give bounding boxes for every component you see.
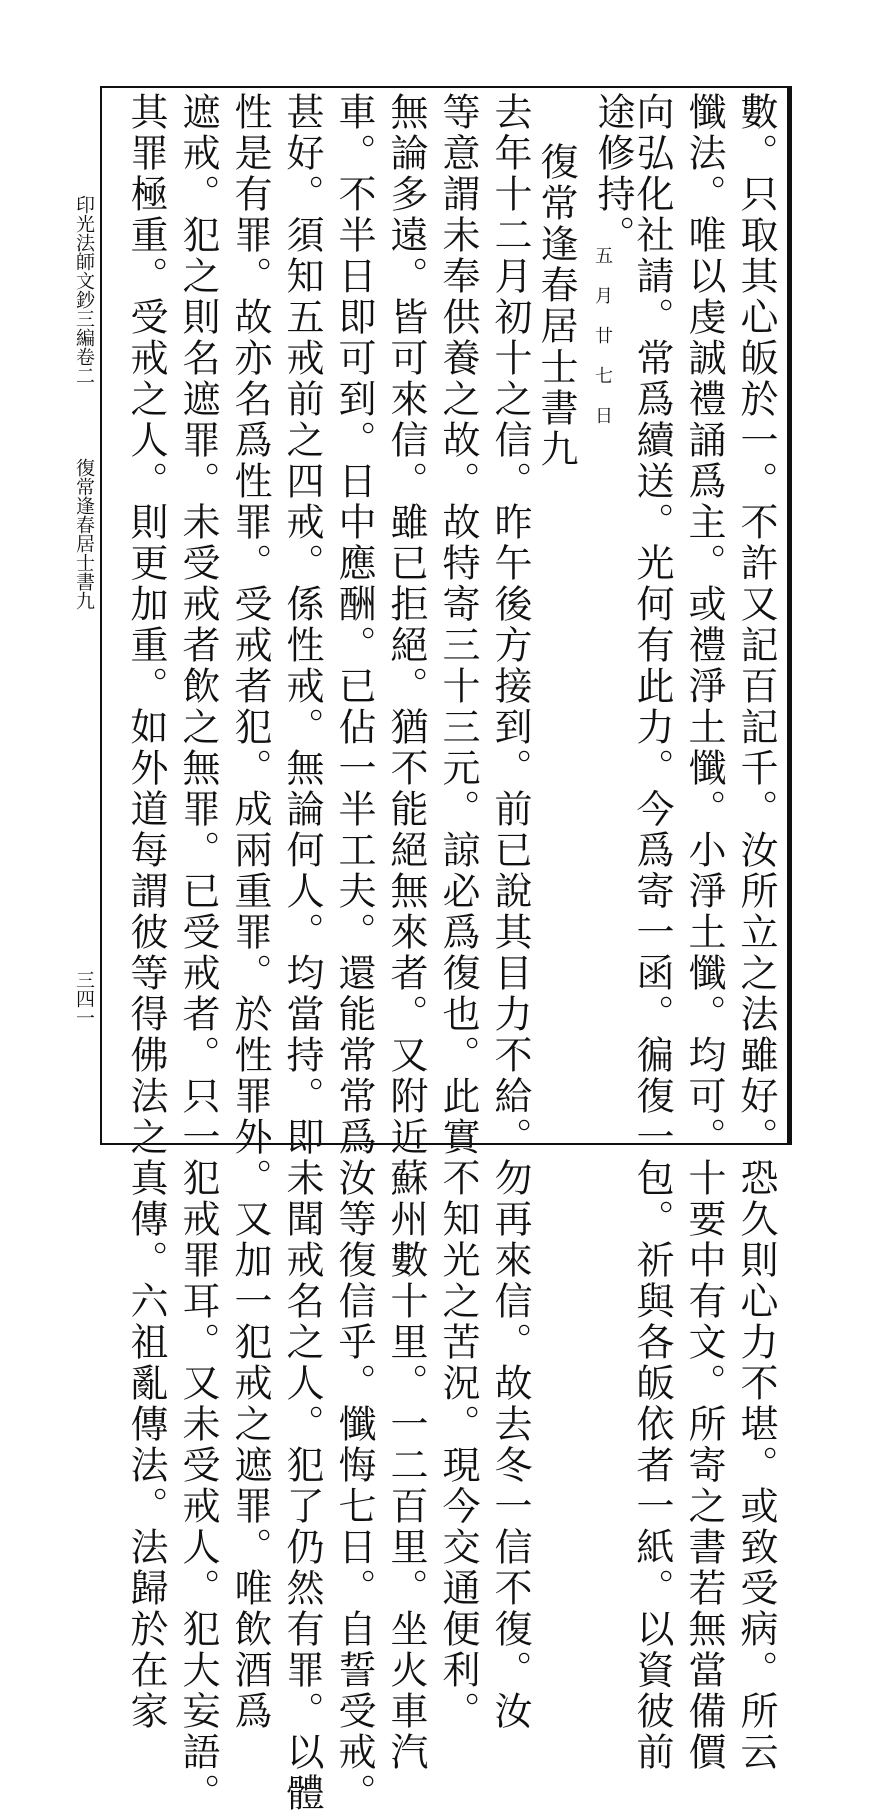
text-column-1: 數。只取其心皈於一。不許又記百記千。汝所立之法雖好。恐久則心力不堪。或致受病。所云 — [734, 92, 778, 1773]
letter-date: 五月廿七日 — [592, 246, 613, 446]
text-column-4: 途修持。 — [591, 92, 635, 256]
text-column-9: 無論多遠。皆可來信。雖已拒絕。猶不能絕無來者。又附近蘇州數十里。一二百里。坐火車汽 — [384, 92, 428, 1773]
text-column-11: 甚好。須知五戒前之四戒。係性戒。無論何人。均當持。即未聞戒名之人。犯了仍然有罪。以體 — [280, 92, 324, 1814]
text-column-12: 性是有罪。故亦名爲性罪。受戒者犯。成兩重罪。於性罪外。又加一犯戒之遮罪。唯飲酒爲 — [228, 92, 272, 1732]
letter-title: 復常逢春居士書九 — [534, 142, 578, 470]
text-column-2: 懺法。唯以虔誠禮誦爲主。或禮淨土懺。小淨土懺。均可。十要中有文。所寄之書若無當備價 — [682, 92, 726, 1773]
frame-right-rule — [787, 86, 792, 1145]
text-column-7: 去年十二月初十之信。昨午後方接到。前已說其目力不給。勿再來信。故去冬一信不復。汝 — [488, 92, 532, 1732]
text-column-14: 其罪極重。受戒之人。則更加重。如外道每謂彼等得佛法之真傳。六祖亂傳法。法歸於在家 — [124, 92, 168, 1732]
frame-top-rule — [100, 86, 790, 88]
text-column-13: 遮戒。犯之則名遮罪。未受戒者飲之無罪。已受戒者。只一犯戒罪耳。又未受戒人。犯大妄語。 — [176, 92, 220, 1814]
running-book-title: 印光法師文鈔三編卷二 — [73, 195, 95, 385]
text-column-10: 車。不半日即可到。日中應酬。已佔一半工夫。還能常常爲汝等復信乎。懺悔七日。自誓受戒。 — [332, 92, 376, 1814]
text-column-8: 等意謂未奉供養之故。故特寄三十三元。諒必爲復也。此實不知光之苦況。現今交通便利。 — [436, 92, 480, 1732]
frame-left-rule — [100, 86, 102, 1145]
text-column-3: 向弘化社請。常爲續送。光何有此力。今爲寄一函。徧復一包。祈與各皈依者一紙。以資彼前 — [630, 92, 674, 1773]
running-section-title: 復常逢春居士書九 — [73, 458, 95, 610]
page-number: 三四一 — [73, 970, 95, 1027]
